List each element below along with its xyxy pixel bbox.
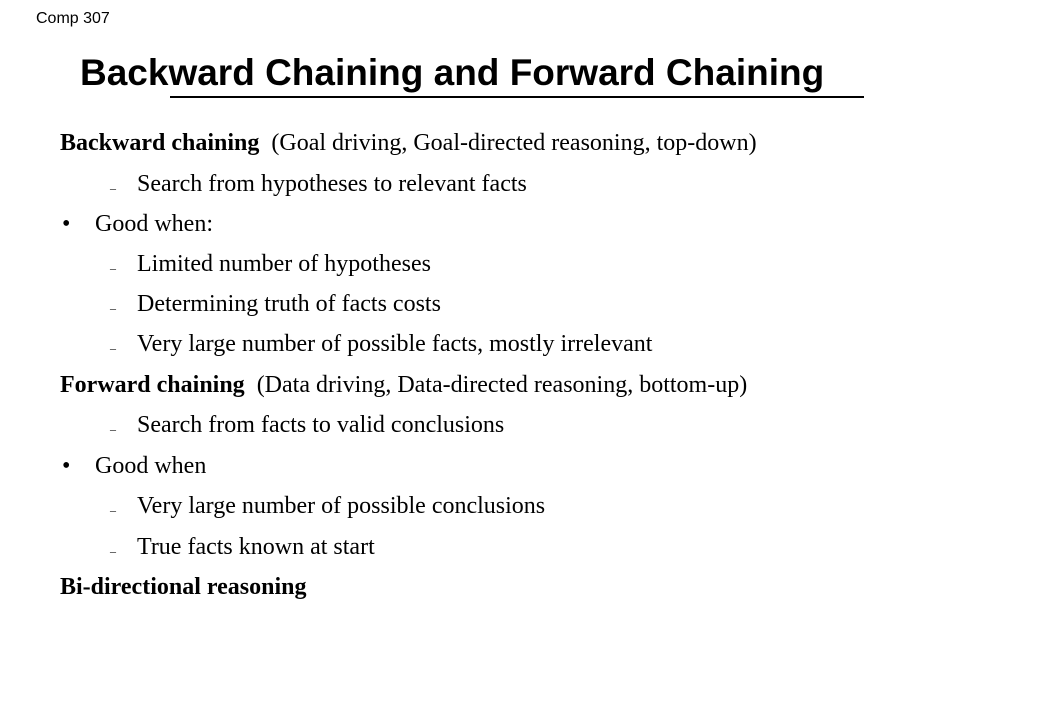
dash-icon: – bbox=[110, 544, 116, 558]
bullet-icon: • bbox=[62, 453, 71, 479]
slide-title: Backward Chaining and Forward Chaining bbox=[80, 52, 825, 93]
forward-condition-item bbox=[110, 491, 546, 521]
forward-heading-line bbox=[60, 370, 747, 400]
dash-icon: – bbox=[110, 422, 116, 436]
forward-search-text: Search from facts to valid conclusions bbox=[137, 412, 505, 438]
forward-condition-item bbox=[110, 532, 375, 562]
dash-icon: – bbox=[110, 341, 116, 355]
dash-icon: – bbox=[110, 301, 116, 315]
backward-heading-line bbox=[60, 128, 757, 158]
backward-condition-text: Limited number of hypotheses bbox=[137, 251, 431, 277]
forward-good-when-text: Good when bbox=[95, 453, 207, 479]
forward-description: (Data driving, Data-directed reasoning, bottom-up) bbox=[256, 372, 748, 398]
dash-icon: – bbox=[110, 181, 116, 195]
backward-good-when-text: Good when: bbox=[95, 211, 213, 237]
backward-condition-text: Very large number of possible facts, mostly irrelevant bbox=[137, 331, 653, 357]
dash-icon: – bbox=[110, 261, 116, 275]
forward-condition-text: True facts known at start bbox=[137, 534, 375, 560]
backward-condition-item bbox=[110, 329, 653, 359]
backward-search-text: Search from hypotheses to relevant facts bbox=[137, 171, 527, 197]
dash-icon: – bbox=[110, 503, 116, 517]
forward-condition-text: Very large number of possible conclusions bbox=[137, 493, 546, 519]
backward-search-item bbox=[110, 169, 527, 199]
bidirectional-heading: Bi-directional reasoning bbox=[60, 574, 307, 600]
forward-good-when-item bbox=[62, 451, 207, 481]
backward-description: (Goal driving, Goal-directed reasoning, top-down) bbox=[271, 130, 757, 156]
backward-heading: Backward chaining bbox=[60, 130, 260, 156]
forward-search-item bbox=[110, 410, 505, 440]
backward-condition-item bbox=[110, 249, 431, 279]
backward-condition-item bbox=[110, 289, 441, 319]
forward-heading: Forward chaining bbox=[60, 372, 245, 398]
backward-good-when-item bbox=[62, 209, 213, 239]
course-label: Comp 307 bbox=[36, 10, 110, 27]
title-underline bbox=[170, 96, 864, 98]
bullet-icon: • bbox=[62, 211, 71, 237]
backward-condition-text: Determining truth of facts costs bbox=[137, 291, 441, 317]
